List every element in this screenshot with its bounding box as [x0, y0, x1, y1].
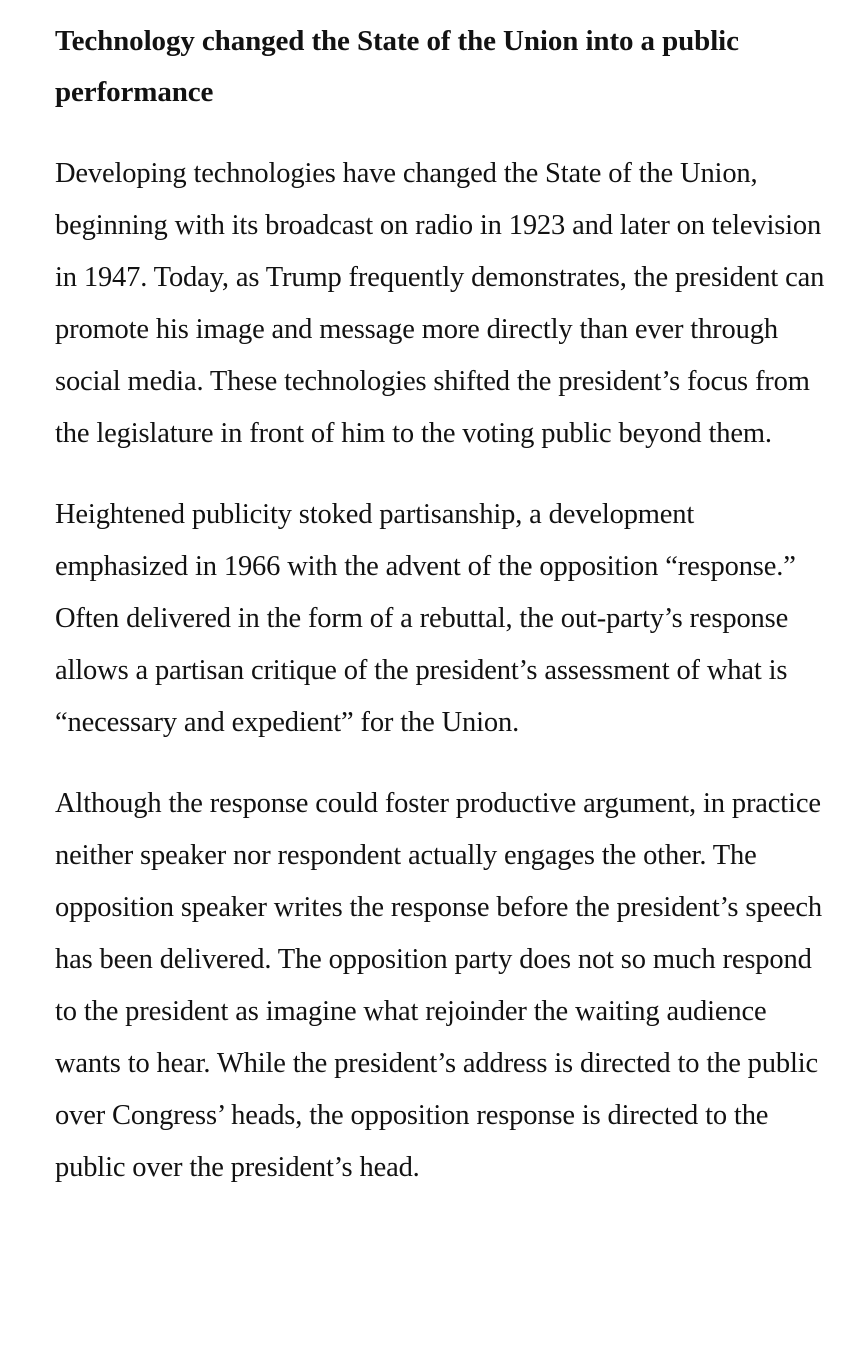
paragraph-2: Heightened publicity stoked partisanship, a development emphasized in 1966 with the advent of the opposition “response.” Often delivered in the form of a rebuttal, the out-party’s response allows a partisan critique of the president’s assessment of what is “necessary and expedient” for the Union.	[55, 499, 796, 738]
article-body	[55, 16, 825, 1223]
section-heading: Technology changed the State of the Union into a public performance	[55, 25, 739, 108]
paragraph-1: Developing technologies have changed the State of the Union, beginning with its broadcast on radio in 1923 and later on television in 1947. Today, as Trump frequently demonstrates, the president can promote his image and message more directly than ever through social media. These technologies shifted the president’s focus from the legislature in front of him to the voting public beyond them.	[55, 158, 825, 449]
paragraph-3: Although the response could foster productive argument, in practice neither speaker nor respondent actually engages the other. The opposition speaker writes the response before the president’s speech has been delivered. The opposition party does not so much respond to the president as imagine what rejoinder the waiting audience wants to hear. While the president’s address is directed to the public over Congress’ heads, the opposition response is directed to the public over the president’s head.	[55, 788, 822, 1183]
